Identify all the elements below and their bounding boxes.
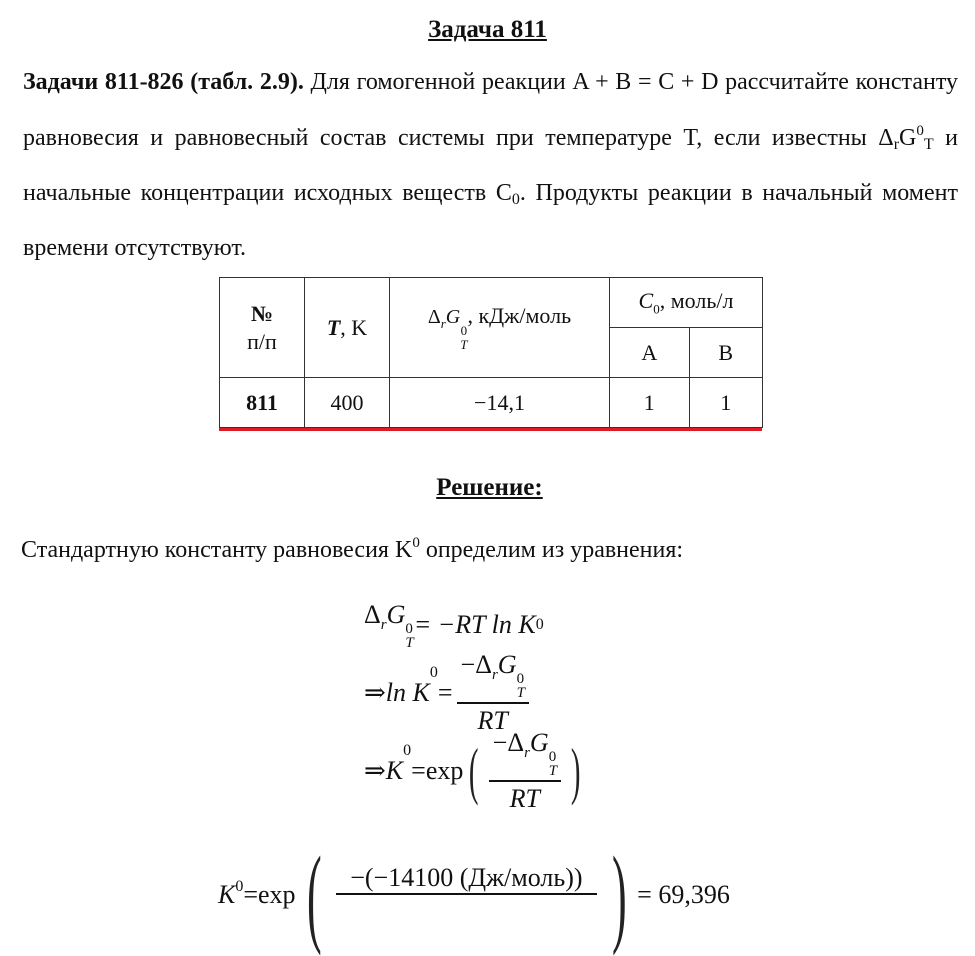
table-underline xyxy=(219,428,762,431)
header-temperature xyxy=(305,278,390,378)
eq3-minus-delta: −Δ xyxy=(492,728,525,757)
page-title: Задача 811 xyxy=(428,16,547,43)
intro-post: определим из уравнения: xyxy=(419,537,684,563)
data-table xyxy=(219,277,763,428)
sub-zero: 0 xyxy=(511,191,520,208)
implies-arrow-1: ⇒ xyxy=(364,677,386,707)
equation-3: ⇒ K 0 = exp ( $-\Delta_rG$ 0 T RT ) xyxy=(364,728,581,813)
eq3-fraction: $-\Delta_rG$ 0 T RT xyxy=(489,728,561,814)
sup-zero: 0 xyxy=(916,123,924,139)
calc-exp: exp xyxy=(258,880,296,909)
solution-title: Решение: xyxy=(436,474,543,501)
header-gibbs: $\Delta_rG$ 0 T , кДж/моль xyxy=(390,278,610,378)
calc-k: K xyxy=(218,880,236,909)
header-number-symbol: № xyxy=(250,300,274,326)
statement-text-3: . Продукты реакции в начальный момент времени отсутствуют. xyxy=(23,180,958,261)
cell-ca: 1 xyxy=(610,378,690,428)
eq2-fraction: $-\Delta_rG$ 0 T RT xyxy=(457,650,529,736)
eq2-lnk: ln K xyxy=(385,677,430,707)
g-letter: G xyxy=(899,125,917,151)
header-t-unit: , K xyxy=(340,314,368,340)
eq3-rt: RT xyxy=(509,783,541,813)
eq2-equals: = xyxy=(437,677,453,707)
calc-equation: K 0 = exp ( −(−14100 (Дж/моль)) ) = 69,396 xyxy=(218,834,730,956)
header-c0-unit: , моль/л xyxy=(659,287,734,313)
statement-text-1: Для гомогенной реакции A + B = C + D рассчитайте константу равновесия и равновесный состав системы при температуре T, если известны Δ xyxy=(23,69,958,151)
cell-t: 400 xyxy=(305,378,390,428)
problem-label: Задачи 811-826 (табл. 2.9). xyxy=(23,69,304,95)
eq3-exp: exp xyxy=(425,755,464,785)
header-t-symbol: T xyxy=(326,314,341,340)
calc-result: = 69,396 xyxy=(637,880,730,909)
header-b: B xyxy=(689,328,762,378)
cell-dg: −14,1 xyxy=(390,378,610,428)
cell-cb: 1 xyxy=(689,378,762,428)
header-number xyxy=(220,278,305,378)
eq2-minus-delta: −Δ xyxy=(460,650,492,679)
header-number-label: п/п xyxy=(247,328,277,354)
equation-1: $\Delta_rG$ 0 T = −RT ln K 0 xyxy=(364,600,544,651)
intro-sup: 0 xyxy=(412,535,420,551)
header-c0: $C_0$, моль/л xyxy=(610,278,763,328)
implies-arrow-2: ⇒ xyxy=(364,755,386,785)
equation-2: ⇒ ln K 0 = $-\Delta_rG$ 0 T RT xyxy=(364,650,533,736)
solution-intro xyxy=(21,535,683,564)
cell-num: 811 xyxy=(220,378,305,428)
problem-statement xyxy=(23,58,958,273)
eq3-k: K xyxy=(385,755,404,785)
eq2-rt: RT xyxy=(477,705,508,735)
calc-equals: = xyxy=(243,880,259,909)
statement-text-2: и начальные концентрации исходных веществ C xyxy=(23,125,958,206)
calc-fraction xyxy=(336,863,596,927)
calc-numerator: −(−14100 (Дж/моль)) xyxy=(350,863,583,893)
header-a: A xyxy=(610,328,690,378)
sub-r: r xyxy=(893,136,900,153)
eq3-equals: = xyxy=(411,755,426,785)
header-g-unit: , кДж/моль xyxy=(467,303,572,328)
eq1-rhs: = −RT ln K xyxy=(413,610,536,639)
intro-pre: Стандартную константу равновесия K xyxy=(21,537,413,563)
sub-t: T xyxy=(923,136,934,153)
